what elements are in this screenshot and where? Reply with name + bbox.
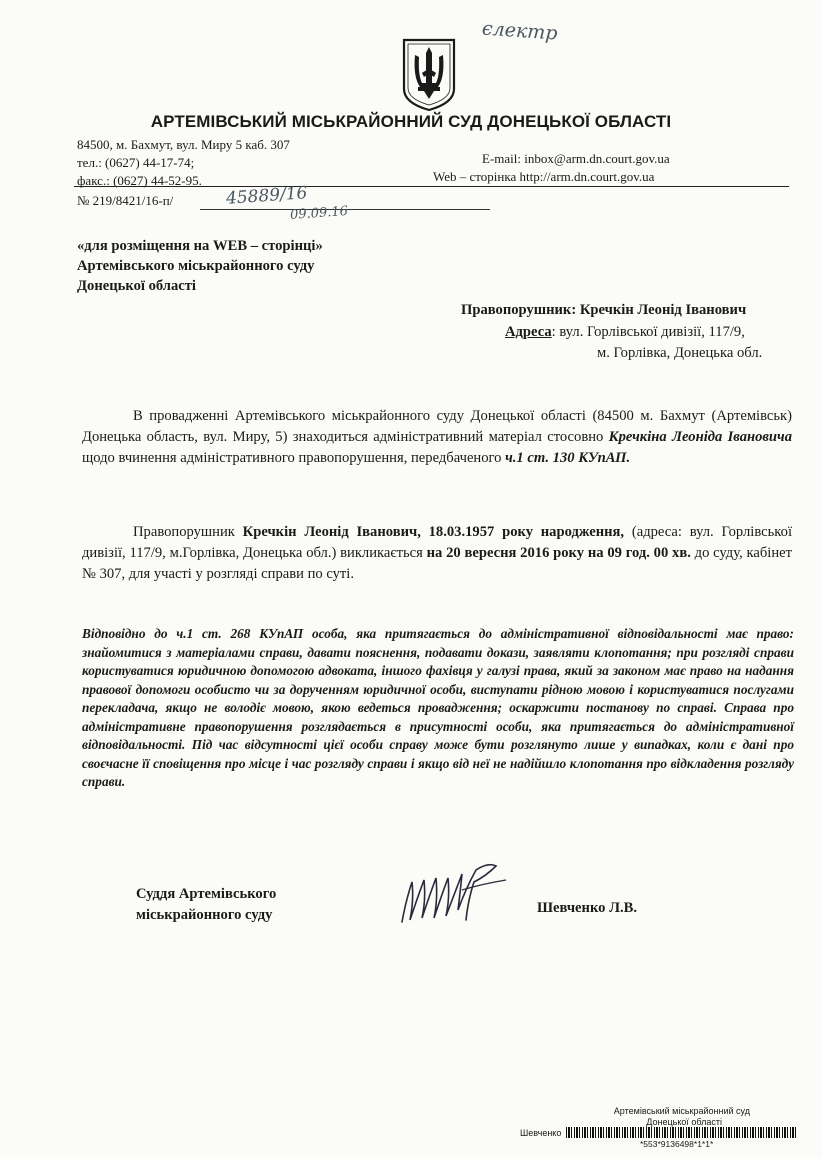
offender-address-label: Адреса — [505, 324, 552, 340]
para2-hearing-time: на 20 вересня 2016 року на 09 год. 00 хв. — [426, 545, 691, 561]
para1-offender-name: Кречкіна Леоніда Івановича — [608, 429, 792, 445]
offender-address-street: : вул. Горлівської дивізії, 117/9, — [551, 324, 745, 340]
para1-text-2: щодо вчинення адміністративного правопорушення, передбаченого — [82, 450, 502, 466]
handwritten-reg-number: 45889/16 — [225, 183, 309, 209]
judge-title-line-2: міськрайонного суду — [136, 907, 273, 923]
para2-text-1: Правопорушник — [133, 524, 243, 540]
offender-address-line-1 — [505, 324, 745, 341]
para2-text-3: до суду, кабінет № 307, для участі у розгляді справи по суті. — [82, 545, 792, 582]
tryzub-icon — [400, 37, 458, 113]
addressee-line-3: Донецької області — [77, 278, 196, 294]
court-phone: тел.: (0627) 44-17-74; — [77, 155, 195, 170]
offender-address-line-2: м. Горлівка, Донецька обл. — [597, 345, 763, 361]
para1-text-1: В провадженні Артемівського міськрайонного суду Донецької області (84500 м. Бахмут (Артемівськ) Донецька область, вул. Миру, 5) знаходиться адміністративний матеріал стосовно — [82, 408, 792, 445]
footer-court-line-1: Артемівський міськрайонний суд — [613, 1106, 750, 1116]
footer-court-line-2: Донецької області — [646, 1117, 722, 1127]
addressee-line-1: «для розміщення на WEB – сторінці» — [77, 238, 323, 254]
judge-name: Шевченко Л.В. — [537, 900, 638, 916]
para2-offender-details: Кречкін Леонід Іванович, 18.03.1957 року народження, — [242, 524, 625, 540]
court-name: АРТЕМІВСЬКИЙ МІСЬКРАЙОННИЙ СУД ДОНЕЦЬКОЇ ОБЛАСТІ — [150, 112, 672, 131]
barcode — [566, 1127, 798, 1138]
handwritten-corner-note: єлектр — [481, 17, 559, 45]
header-divider — [74, 186, 789, 187]
addressee-block — [77, 236, 323, 296]
addressee-line-2: Артемівського міськрайонного суду — [77, 258, 315, 274]
paragraph-summons — [82, 522, 792, 585]
court-fax: факс.: (0627) 44-52-95. — [77, 173, 202, 188]
barcode-text: *553*9136498*1*1* — [640, 1139, 714, 1149]
offender-name: Кречкін Леонід Іванович — [579, 302, 747, 318]
footer-signer: Шевченко — [520, 1128, 562, 1138]
rights-notice: Відповідно до ч.1 ст. 268 КУпАП особа, яка притягається до адміністративної відповідальності має право: знайомитися з матеріалами справи, давати пояснення, подавати докази, заявляти клопотання; при розгляді справи користуватися юридичною допомогою адвоката, іншого фахівця у галузі права, який за законом має право на надання правової допомоги особисто чи за дорученням юридичної особи, виступати рідною мовою і користуватися послугами перекладача, якщо не володіє мовою, якою ведеться провадження; оскаржити постанову по справі. Справа про адміністративне правопорушення розглядається в присутності особи, яка притягається до адміністративної відповідальності. Під час відсутності цієї особи справу може бути розглянуто лише у випадках, коли є дані про своєчасне її сповіщення про місце і час розгляду справи і якщо від неї не надійшло клопотання про відкладення розгляду справи. — [82, 626, 794, 789]
outgoing-number: № 219/8421/16-п/ — [77, 193, 174, 208]
para2-text-2: (адреса: вул. Горлівської дивізії, 117/9, м.Горлівка, Донецька обл.) викликається — [82, 524, 792, 561]
judge-title — [136, 884, 276, 926]
handwritten-signature — [396, 860, 526, 930]
para1-article: ч.1 ст. 130 КУпАП. — [505, 450, 631, 466]
court-address: 84500, м. Бахмут, вул. Миру 5 каб. 307 — [77, 137, 290, 152]
offender-label: Правопорушник: — [461, 302, 577, 318]
handwritten-reg-date: 09.09.16 — [289, 203, 349, 224]
court-website: Web – сторінка http://arm.dn.court.gov.ua — [433, 169, 655, 184]
judge-title-line-1: Суддя Артемівського — [136, 886, 277, 902]
offender-line — [461, 302, 746, 319]
court-email: E-mail: inbox@arm.dn.court.gov.ua — [482, 151, 670, 166]
paragraph-proceedings — [82, 406, 792, 469]
